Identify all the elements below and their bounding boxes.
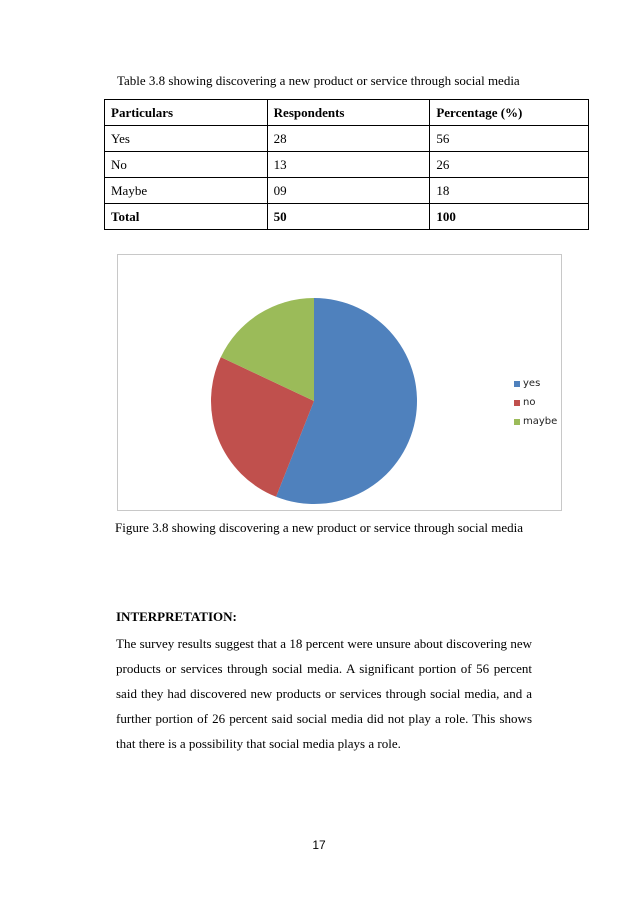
chart-legend [514,374,557,431]
table-cell: 13 [267,152,430,178]
table-cell: No [105,152,268,178]
data-table [104,99,589,230]
pie-chart-frame [117,254,562,511]
table-cell: Yes [105,126,268,152]
table-row [105,178,589,204]
table-header-cell: Percentage (%) [430,100,589,126]
table-row [105,152,589,178]
table-cell: Total [105,204,268,230]
legend-label: no [523,397,536,408]
legend-swatch [514,381,520,387]
interpretation-title: INTERPRETATION: [116,609,237,624]
legend-swatch [514,419,520,425]
interpretation-body: The survey results suggest that a 18 percent were unsure about discovering new products or services through social media. A significant portion of 56 percent said they had discovered new products or services through social media, and a further portion of 26 percent said social media did not play a role. This shows that there is a possibility that social media plays a role. [116,636,532,751]
table-caption: Table 3.8 showing discovering a new product or service through social media [117,73,520,88]
figure-caption: Figure 3.8 showing discovering a new product or service through social media [115,520,523,535]
table-header-cell: Respondents [267,100,430,126]
pie-chart [118,255,563,512]
table-cell: 09 [267,178,430,204]
table-cell: 28 [267,126,430,152]
legend-item-maybe [514,412,557,431]
table-cell: 50 [267,204,430,230]
table-cell: 100 [430,204,589,230]
legend-label: yes [523,378,541,389]
table-cell: Maybe [105,178,268,204]
table-cell: 56 [430,126,589,152]
legend-item-no [514,393,557,412]
table-header-cell: Particulars [105,100,268,126]
table-cell: 18 [430,178,589,204]
legend-swatch [514,400,520,406]
table-header-row [105,100,589,126]
page-number: 17 [312,838,326,852]
table-row [105,126,589,152]
legend-item-yes [514,374,557,393]
table-total-row [105,204,589,230]
table-cell: 26 [430,152,589,178]
legend-label: maybe [523,416,558,427]
